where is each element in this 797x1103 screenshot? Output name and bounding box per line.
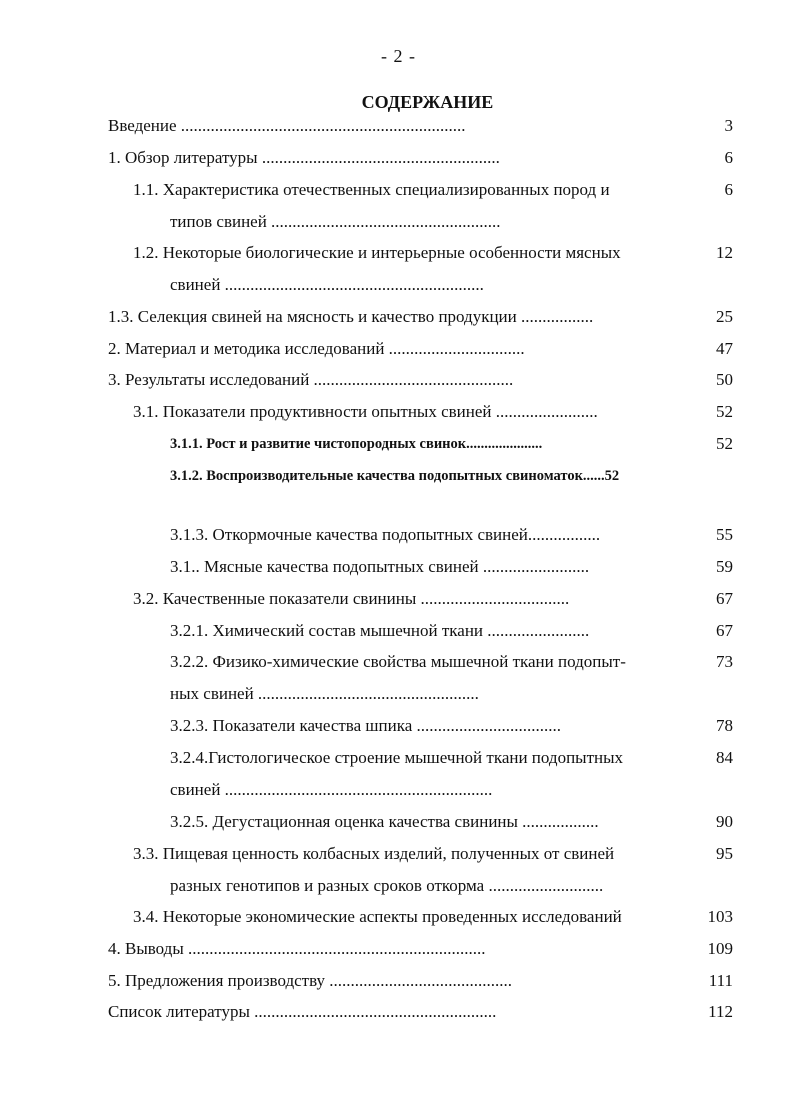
toc-entry-3-2-4: 3.2.4.Гистологическое строение мышечной ткани подопытных <box>170 748 624 767</box>
toc-entry-3-1-1: 3.1.1. Рост и развитие чистопородных свинок..................... <box>170 436 543 452</box>
toc-entry-3-1-3: 3.1.3. Откормочные качества подопытных свиней................. <box>170 525 601 544</box>
toc-page-1-3: 25 <box>716 307 733 326</box>
toc-page-3-1-1: 52 <box>716 434 733 453</box>
toc-entry-3-2-5: 3.2.5. Дегустационная оценка качества свинины .................. <box>170 812 599 831</box>
toc-page-3-2-4: 84 <box>716 748 733 767</box>
toc-entry-3-2-2-cont: ных свиней .................................................... <box>170 684 479 703</box>
toc-entry-1-2: 1.2. Некоторые биологические и интерьерные особенности мясных <box>133 243 621 262</box>
toc-page-3: 50 <box>716 370 733 389</box>
toc-page-1-1: 6 <box>724 180 733 199</box>
toc-entry-3-1-4: 3.1.. Мясные качества подопытных свиней ......................... <box>170 557 590 576</box>
toc-entry-1-1-cont: типов свиней ...................................................... <box>170 212 501 231</box>
toc-entry-3: 3. Результаты исследований ............................................... <box>108 370 514 389</box>
toc-entry-5: 5. Предложения производству ........................................... <box>108 971 513 990</box>
toc-entry-3-1: 3.1. Показатели продуктивности опытных свиней ........................ <box>133 402 598 421</box>
toc-entry-3-2-4-cont: свиней ............................................................... <box>170 780 493 799</box>
toc-page-3-2-5: 90 <box>716 812 733 831</box>
page-title: СОДЕРЖАНИЕ <box>361 92 494 112</box>
toc-entry-3-2-3: 3.2.3. Показатели качества шпика .................................. <box>170 716 561 735</box>
toc-page-3-2-1: 67 <box>716 621 733 640</box>
page-number: - 2 - <box>381 46 416 66</box>
toc-page-3-3: 95 <box>716 844 733 863</box>
toc-page-3-1-4: 59 <box>716 557 733 576</box>
toc-page-4: 109 <box>707 939 733 958</box>
toc-entry-3-1-2: 3.1.2. Воспроизводительные качества подопытных свиноматок......52 <box>170 468 620 484</box>
toc-page-references: 112 <box>708 1002 733 1021</box>
toc-page-2: 47 <box>716 339 733 358</box>
toc-entry-intro: Введение ................................................................... <box>108 116 466 135</box>
toc-page-3-2: 67 <box>716 589 733 608</box>
toc-page-1: 6 <box>724 148 733 167</box>
toc-entry-1: 1. Обзор литературы ........................................................ <box>108 148 500 167</box>
toc-page-3-1-3: 55 <box>716 525 733 544</box>
toc-page-5: 111 <box>708 971 733 990</box>
toc-page-intro: 3 <box>724 116 733 135</box>
toc-entry-references: Список литературы ......................................................... <box>108 1002 497 1021</box>
toc-page-3-4: 103 <box>707 907 733 926</box>
toc-page-1-2: 12 <box>716 243 733 262</box>
toc-page-3-2-2: 73 <box>716 652 733 671</box>
toc-entry-4: 4. Выводы ...................................................................... <box>108 939 486 958</box>
toc-entry-3-2-1: 3.2.1. Химический состав мышечной ткани ........................ <box>170 621 590 640</box>
toc-page-3-2-3: 78 <box>716 716 733 735</box>
toc-entry-3-2: 3.2. Качественные показатели свинины ................................... <box>133 589 570 608</box>
toc-entry-2: 2. Материал и методика исследований ................................ <box>108 339 525 358</box>
toc-entry-3-2-2: 3.2.2. Физико-химические свойства мышечной ткани подопыт- <box>170 652 626 671</box>
toc-entry-1-3: 1.3. Селекция свиней на мясность и качество продукции ................. <box>108 307 594 326</box>
toc-entry-1-2-cont: свиней ............................................................. <box>170 275 484 294</box>
toc-entry-1-1: 1.1. Характеристика отечественных специализированных пород и <box>133 180 610 199</box>
toc-entry-3-3: 3.3. Пищевая ценность колбасных изделий, полученных от свиней <box>133 844 615 863</box>
toc-page-3-1: 52 <box>716 402 733 421</box>
toc-entry-3-4: 3.4. Некоторые экономические аспекты проведенных исследований <box>133 907 622 926</box>
toc-entry-3-3-cont: разных генотипов и разных сроков откорма ........................... <box>170 876 604 895</box>
